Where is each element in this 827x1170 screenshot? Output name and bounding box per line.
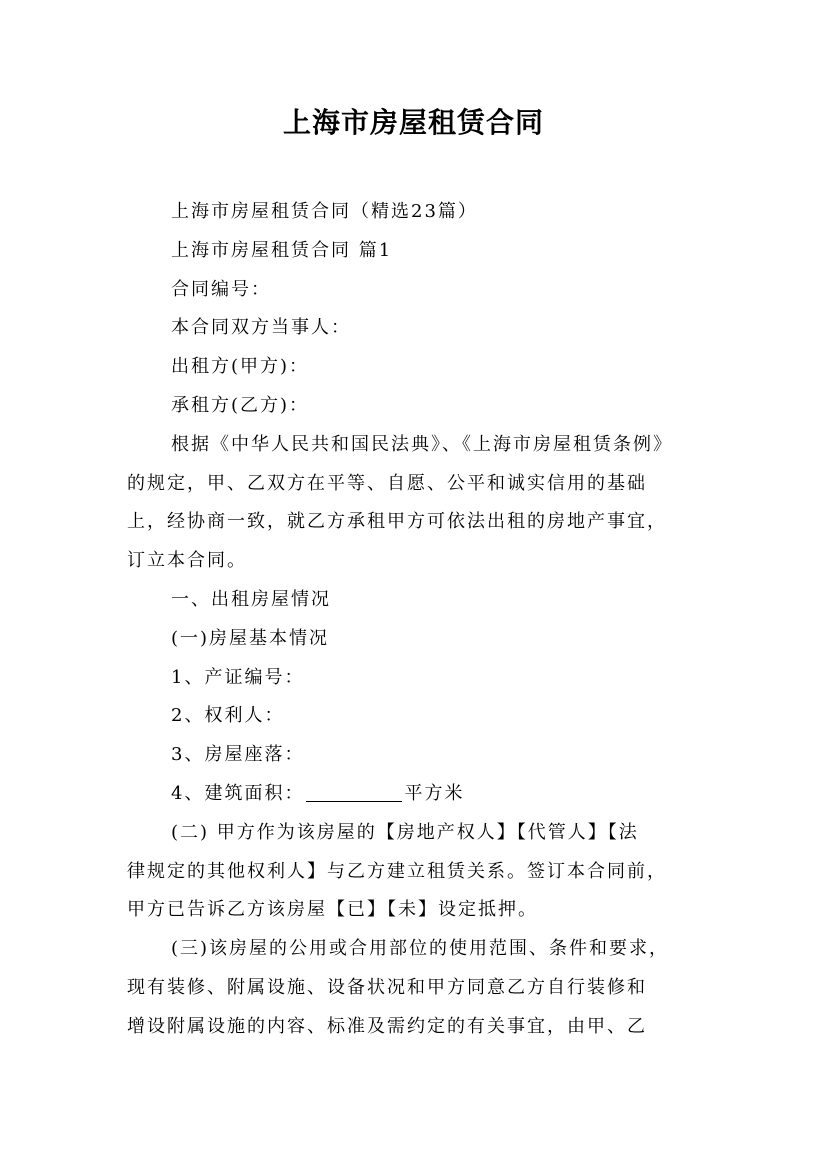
paragraph-line: 甲方已告诉乙方该房屋【已】【未】设定抵押。 — [127, 899, 538, 921]
paragraph-line: 现有装修、附属设施、设备状况和甲方同意乙方自行装修和 — [127, 976, 647, 998]
section-heading: 上海市房屋租赁合同 篇1 — [171, 239, 393, 261]
address-field: 3、房屋座落： — [171, 744, 305, 766]
subtitle-line: 上海市房屋租赁合同（精选23篇） — [171, 201, 478, 222]
parties-label: 本合同双方当事人： — [171, 317, 351, 339]
paragraph-line: 订立本合同。 — [127, 550, 247, 572]
contract-number-field: 合同编号： — [171, 278, 271, 300]
owner-field: 2、权利人： — [171, 705, 285, 727]
paragraph-line: 律规定的其他权利人】与乙方建立租赁关系。签订本合同前， — [127, 860, 667, 882]
floor-area-unit: 平方米 — [404, 782, 465, 804]
floor-area-label: 4、建筑面积： — [171, 782, 305, 804]
paragraph-line: (三)该房屋的公用或合用部位的使用范围、条件和要求， — [171, 938, 670, 960]
subclause-heading: (一)房屋基本情况 — [171, 627, 330, 649]
clause-heading: 一、出租房屋情况 — [171, 588, 331, 610]
paragraph-line: (二) 甲方作为该房屋的【房地产权人】【代管人】【法 — [171, 821, 639, 843]
lessee-field: 承租方(乙方)： — [171, 394, 310, 416]
document-body — [127, 193, 705, 1047]
paragraph-line: 增设附属设施的内容、标准及需约定的有关事宜，由甲、乙 — [127, 1015, 647, 1037]
paragraph-line: 上，经协商一致，就乙方承租甲方可依法出租的房地产事宜， — [127, 511, 667, 533]
certificate-number-field: 1、产证编号： — [171, 666, 305, 688]
paragraph-line: 根据《中华人民共和国民法典》、《上海市房屋租赁条例》 — [171, 433, 673, 455]
paragraph-line: 的规定，甲、乙双方在平等、自愿、公平和诚实信用的基础 — [127, 472, 647, 494]
lessor-field: 出租方(甲方)： — [171, 356, 310, 378]
document-title: 上海市房屋租赁合同 — [282, 106, 544, 139]
floor-area-blank — [306, 781, 402, 802]
floor-area-field — [127, 775, 705, 814]
